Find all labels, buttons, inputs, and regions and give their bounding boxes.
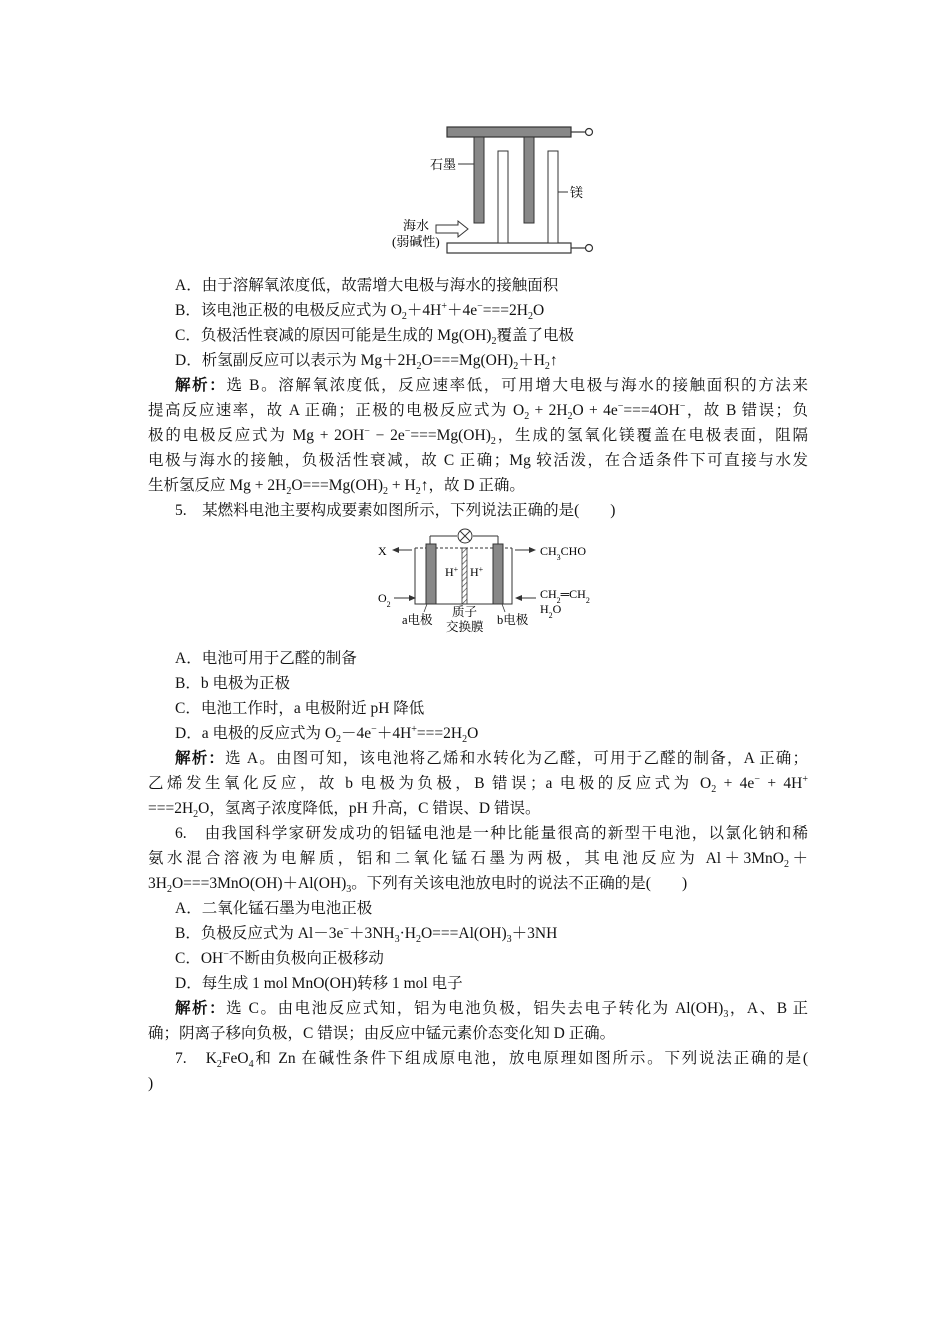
q5-analysis-line-3: $===2H_2O$，氢离子浓度降低，pH 升高，C 错误、D 错误。 <box>148 800 541 821</box>
svg-text:H2O: $H_2O$ <box>540 602 562 620</box>
q6-stem-line-2: 氨水混合溶液为电解质，铝和二氧化锰石墨为两极，其电池反应为 Al＋3MnO$_2$＋ <box>148 850 808 871</box>
q6-option-d: D．每生成 1 mol MnO(OH)转移 1 mol 电子 <box>175 975 463 992</box>
a-electrode-plate <box>426 544 436 604</box>
graphite-rod-2 <box>524 137 534 223</box>
graphite-rod-1 <box>474 137 484 223</box>
q6-option-b: B．负极反应式为 $Al-3e^-+3NH_3\cdot H_2O===Al(OH)_3+3NH$ <box>175 923 558 946</box>
q5-option-a: A．电池可用于乙醛的制备 <box>175 650 357 667</box>
h-plus-left: H <box>445 565 454 579</box>
q6-option-c: C．OH−不断由负极向正极移动 <box>175 948 384 967</box>
label-a-electrode: a电极 <box>402 613 433 627</box>
q4-option-b: B．该电池正极的电极反应式为 $O_2+4H^++4e^-===2H_2O$ <box>175 300 545 323</box>
label-x: X <box>378 544 387 558</box>
q5-option-d: D．a 电极的反应式为 $O_2-4e^-+4H^+===2H_2O$ <box>175 723 479 746</box>
label-ch3cho: CH <box>540 544 557 558</box>
b-electrode-plate <box>493 544 503 604</box>
label-ethene: CH <box>540 587 557 601</box>
q7-stem-line-1: 7. $K_2FeO_4$和 Zn 在碱性条件下组成原电池，放电原理如图所示。下列说法正确的是( <box>175 1050 808 1071</box>
magnesium-rod-2 <box>548 151 558 243</box>
label-weak-base: (弱碱性) <box>392 234 440 249</box>
bottom-terminal <box>586 245 593 252</box>
q4-analysis-line-5: 生析氢反应 $Mg + 2H_2O===Mg(OH)_2$ + $H_2↑$，故 D 正确。 <box>148 477 525 498</box>
q4-analysis-line-1: 解析：选 B。溶解氧浓度低，反应速率低，可用增大电极与海水的接触面积的方法来 <box>175 377 808 394</box>
q4-analysis-line-2: 提高反应速率，故 A 正确；正极的电极反应式为 $O_2 + 2H_2O + 4e^-===4OH^-$，故 B 错误；负 <box>148 400 808 423</box>
q6-analysis-line-1: 解析：选 C。由电池反应式知，铝为电池负极，铝失去电子转化为 $Al(OH)_3$，A、B 正 <box>175 1000 808 1021</box>
figure-graphite-magnesium-cell <box>392 118 610 254</box>
svg-text:CH2═CH2: $CH_2═CH_2$ <box>540 587 590 605</box>
label-magnesium: 镁 <box>570 185 584 200</box>
q6-stem-line-1: 6. 由我国科学家研发成功的铝锰电池是一种比能量很高的新型干电池，以氯化钠和稀 <box>175 825 808 842</box>
seawater-inflow-arrow <box>436 221 468 237</box>
q6-option-a: A．二氧化锰石墨为电池正极 <box>175 900 373 917</box>
label-b-electrode: b电极 <box>497 613 529 627</box>
bottom-plate <box>447 243 571 253</box>
q5-analysis-line-2: 乙烯发生氧化反应，故 b 电极为负极，B 错误；a 电极的反应式为 $O_2 + 4e^- + 4H^+$ <box>148 773 809 796</box>
svg-text:CH3CHO: $CH_3CHO$ <box>540 544 587 562</box>
proton-exchange-membrane <box>462 548 467 604</box>
q6-analysis-line-2: 确；阴离子移向负极，C 错误；由反应中锰元素价态变化知 D 正确。 <box>148 1025 616 1042</box>
top-terminal <box>586 129 593 136</box>
label-o2: O <box>378 591 387 605</box>
label-h2o: H <box>540 602 549 616</box>
svg-text:O2: $O_2$ <box>378 591 391 609</box>
figure-fuel-cell <box>372 524 612 640</box>
q4-analysis-line-4: 电极与海水的接触，负极活性衰减，故 C 正确；Mg 较活泼，在合适条件下可直接与水发 <box>148 452 808 469</box>
q4-option-d: D．析氢副反应可以表示为 $Mg+2H_2O===Mg(OH)_2+H_2↑$ <box>175 352 558 373</box>
label-seawater: 海水 <box>403 218 430 233</box>
q6-stem-line-3: $3H_2O===3MnO(OH)+Al(OH)_3$。下列有关该电池放电时的说法不正确的是( ) <box>148 875 688 896</box>
q4-analysis-line-3: 极的电极反应式为 $Mg + 2OH^- - 2e^-===Mg(OH)_2$，生成的氢氧化镁覆盖在电极表面，阻隔 <box>148 425 808 448</box>
top-plate <box>447 127 571 137</box>
q7-stem-line-2: ) <box>148 1075 154 1092</box>
q5-stem: 5. 某燃料电池主要构成要素如图所示，下列说法正确的是( ) <box>175 502 616 519</box>
q4-option-a: A．由于溶解氧浓度低，故需增大电极与海水的接触面积 <box>175 277 559 294</box>
label-membrane-1: 质子 <box>452 605 478 619</box>
q5-analysis-line-1: 解析：选 A。由图可知，该电池将乙烯和水转化为乙醛，可用于乙醛的制备，A 正确； <box>175 750 808 767</box>
magnesium-rod-1 <box>498 151 508 243</box>
q4-option-c: C．负极活性衰减的原因可能是生成的 $Mg(OH)_2$覆盖了电极 <box>175 327 574 348</box>
q5-option-b: B．b 电极为正极 <box>175 675 290 692</box>
h-plus-right: H <box>470 565 479 579</box>
label-graphite: 石墨 <box>430 157 457 172</box>
svg-text:H+: H+ <box>470 564 484 579</box>
svg-text:H+: H+ <box>445 564 459 579</box>
q5-option-c: C．电池工作时，a 电极附近 pH 降低 <box>175 700 425 717</box>
label-membrane-2: 交换膜 <box>446 620 484 634</box>
